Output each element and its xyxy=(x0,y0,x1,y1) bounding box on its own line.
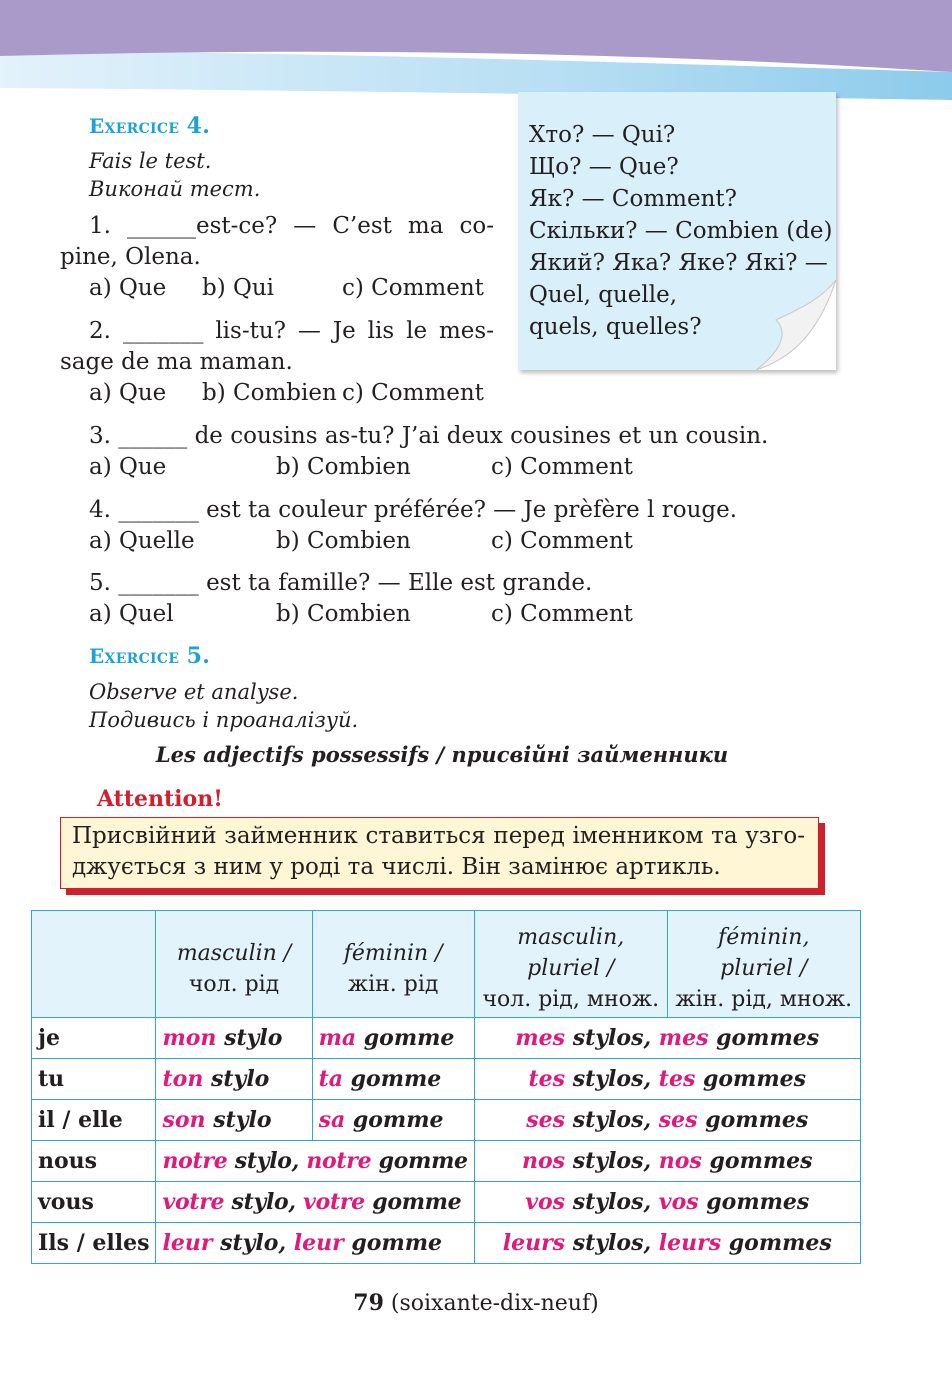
question-3-option-c[interactable]: c) Comment xyxy=(491,454,633,480)
table-header-feminin: féminin / жін. рід xyxy=(312,911,474,1018)
plural-cell: ses stylos, ses gommes xyxy=(474,1100,860,1141)
feminin-cell: ta gomme xyxy=(312,1059,474,1100)
question-4-option-a[interactable]: a) Quelle xyxy=(89,528,195,554)
table-header-row xyxy=(32,911,861,1018)
question-1-line-2: pine, Olena. xyxy=(60,244,201,270)
question-5-option-b[interactable]: b) Combien xyxy=(276,601,411,627)
table-row xyxy=(32,1018,861,1059)
question-3-option-a[interactable]: a) Que xyxy=(89,454,167,480)
question-3-option-b[interactable]: b) Combien xyxy=(276,454,411,480)
exercise-4-instruction-fr: Fais le test. xyxy=(89,149,212,173)
pronoun-cell: nous xyxy=(32,1141,156,1182)
table-row xyxy=(32,1223,861,1264)
note-line: Quel, quelle, xyxy=(529,282,678,308)
table-row xyxy=(32,1182,861,1223)
pronoun-cell: je xyxy=(32,1018,156,1059)
question-1-option-b[interactable]: b) Qui xyxy=(202,275,275,301)
question-5-option-a[interactable]: a) Quel xyxy=(89,601,174,627)
question-4-option-b[interactable]: b) Combien xyxy=(276,528,411,554)
plural-cell: nos stylos, nos gommes xyxy=(474,1141,860,1182)
table-row xyxy=(32,1141,861,1182)
table-row xyxy=(32,1100,861,1141)
section-heading: Les adjectifs possessifs / присвійні займенники xyxy=(155,742,729,767)
question-5-option-c[interactable]: c) Comment xyxy=(491,601,633,627)
table-header-feminin-pluriel: féminin, pluriel / жін. рід, множ. xyxy=(667,911,860,1018)
question-1-option-a[interactable]: a) Que xyxy=(89,275,167,301)
pronoun-cell: vous xyxy=(32,1182,156,1223)
attention-line-2: джується з ним у роді та числі. Він замінює артикль. xyxy=(72,854,721,880)
pronoun-cell: Ils / elles xyxy=(32,1223,156,1264)
singular-cell: votre stylo, votre gomme xyxy=(156,1182,474,1223)
question-4-option-c[interactable]: c) Comment xyxy=(491,528,633,554)
plural-cell: leurs stylos, leurs gommes xyxy=(474,1223,860,1264)
question-1-line-1: 1. ______est-ce? — C’est ma co- xyxy=(89,213,494,239)
page-curl-icon xyxy=(756,280,836,370)
pronoun-cell: il / elle xyxy=(32,1100,156,1141)
page-number-digits: 79 xyxy=(353,1290,384,1316)
note-line: quels, quelles? xyxy=(529,314,702,340)
page-number-words: (soixante-dix-neuf) xyxy=(383,1291,599,1316)
exercise-4-title: Exercice 4. xyxy=(89,113,211,139)
feminin-cell: sa gomme xyxy=(312,1100,474,1141)
note-line: Що? — Que? xyxy=(529,154,679,180)
note-line: Як? — Comment? xyxy=(529,186,737,212)
plural-cell: vos stylos, vos gommes xyxy=(474,1182,860,1223)
attention-box xyxy=(60,817,819,889)
table-header-masculin: masculin / чол. рід xyxy=(156,911,312,1018)
masculin-cell: ton stylo xyxy=(156,1059,312,1100)
question-5-line: 5. _______ est ta famille? — Elle est grande. xyxy=(89,570,593,596)
possessive-adjectives-table xyxy=(31,910,861,1264)
singular-cell: notre stylo, notre gomme xyxy=(156,1141,474,1182)
note-line: Скільки? — Combien (de) xyxy=(529,218,833,244)
exercise-4-instruction-ua: Виконай тест. xyxy=(89,177,261,201)
masculin-cell: mon stylo xyxy=(156,1018,312,1059)
question-words-note xyxy=(518,92,836,370)
plural-cell: mes stylos, mes gommes xyxy=(474,1018,860,1059)
question-2-option-c[interactable]: c) Comment xyxy=(342,380,484,406)
question-2-line-1: 2. _______ lis-tu? — Je lis le mes- xyxy=(89,318,494,344)
table-header-empty xyxy=(32,911,156,1018)
masculin-cell: son stylo xyxy=(156,1100,312,1141)
attention-line-1: Присвійний займенник ставиться перед іменником та узго- xyxy=(72,823,805,849)
note-line: Який? Яка? Яке? Які? — xyxy=(529,250,828,276)
question-2-option-b[interactable]: b) Combien xyxy=(202,380,337,406)
question-2-line-2: sage de ma maman. xyxy=(60,349,293,375)
attention-title: Attention! xyxy=(97,786,223,812)
table-header-masculin-pluriel: masculin, pluriel / чол. рід, множ. xyxy=(474,911,667,1018)
pronoun-cell: tu xyxy=(32,1059,156,1100)
exercise-5-instruction-ua: Подивись і проаналізуй. xyxy=(89,708,359,732)
top-decorative-band xyxy=(0,0,952,100)
feminin-cell: ma gomme xyxy=(312,1018,474,1059)
question-1-option-c[interactable]: c) Comment xyxy=(342,275,484,301)
note-line: Хто? — Qui? xyxy=(529,122,676,148)
exercise-5-title: Exercice 5. xyxy=(89,643,211,669)
page-number xyxy=(0,1290,952,1316)
table-row xyxy=(32,1059,861,1100)
plural-cell: tes stylos, tes gommes xyxy=(474,1059,860,1100)
exercise-5-instruction-fr: Observe et analyse. xyxy=(89,680,299,704)
question-4-line: 4. _______ est ta couleur préférée? — Je prèfère l rouge. xyxy=(89,497,738,523)
question-2-option-a[interactable]: a) Que xyxy=(89,380,167,406)
question-3-line: 3. ______ de cousins as-tu? J’ai deux cousines et un cousin. xyxy=(89,423,769,449)
singular-cell: leur stylo, leur gomme xyxy=(156,1223,474,1264)
